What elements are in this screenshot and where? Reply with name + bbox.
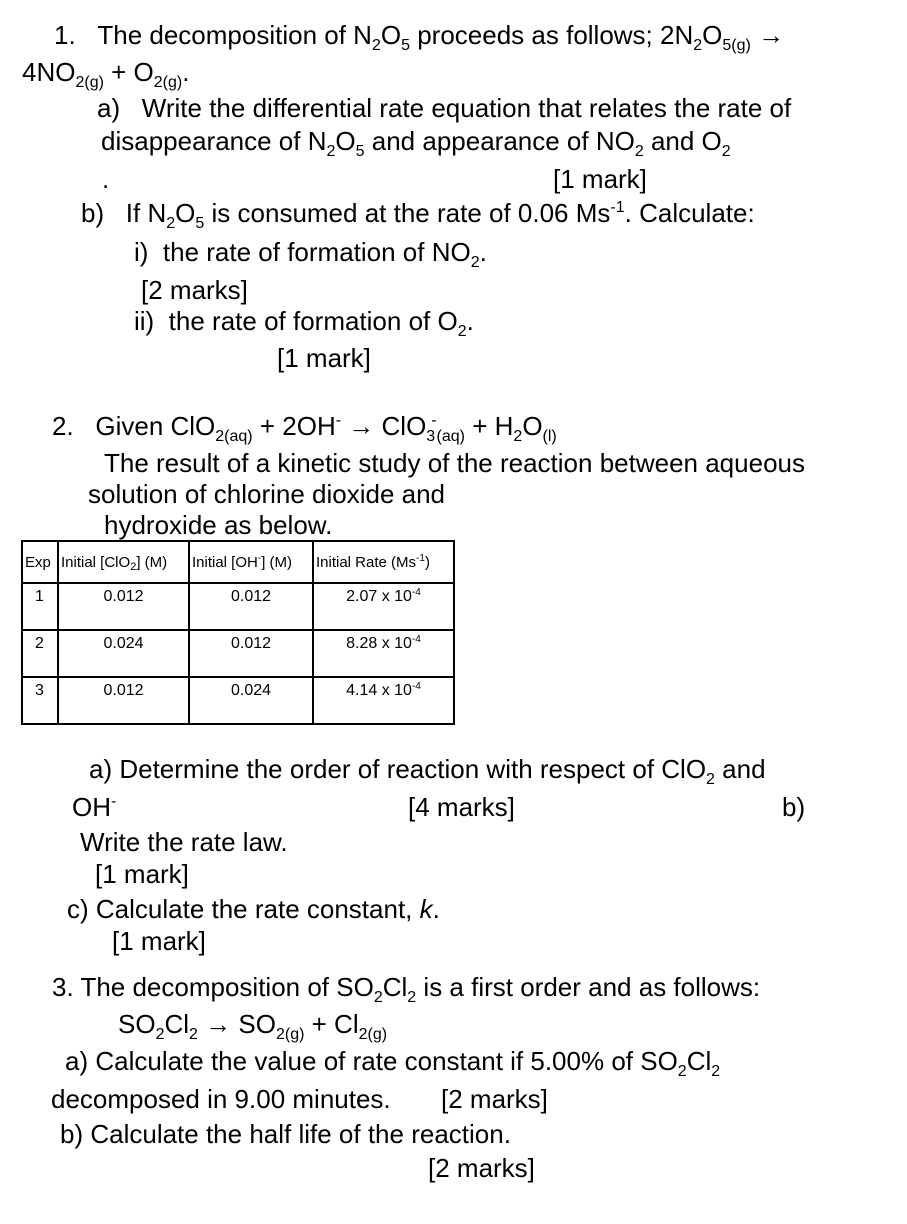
q1bi-line: i) the rate of formation of $NO_2$. <box>134 237 487 271</box>
cell-oh: 0.024 <box>189 677 313 724</box>
q3-equation: $SO_2Cl_2 \to SO_{2(g)} + Cl_{2(g)}$ <box>118 1009 388 1043</box>
q2b-text: Write the rate law. <box>80 827 288 857</box>
q2-intro-line1: The result of a kinetic study of the reaction between aqueous <box>104 448 805 478</box>
cell-rate: 8.28 x $10^{-4}$ <box>313 630 454 677</box>
q2a-oh: OH- <box>72 792 117 822</box>
cell-exp: 1 <box>22 583 58 630</box>
q1a-line1: a) Write the differential rate equation that relates the rate of <box>97 93 792 123</box>
q1-equation-products: $4NO_{2(g)} + O_{2(g)}$. <box>22 57 190 91</box>
q1b-line: b) If $N_2O_5$ is consumed at the rate of 0.06 $Ms^{-1}$. Calculate: <box>81 198 755 232</box>
cell-oh: 0.012 <box>189 630 313 677</box>
table-row <box>22 630 454 677</box>
q3b-marks: [2 marks] <box>428 1153 535 1183</box>
q2a-marks: [4 marks] <box>408 792 515 822</box>
q2-given-line: 2. Given $ClO_{2(aq)} + 2OH^- \to ClO_3^-_{(aq)} + H_2O_{(l)}$ <box>52 411 557 445</box>
table-row <box>22 677 454 724</box>
q3b-line: b) Calculate the half life of the reaction. <box>60 1119 511 1149</box>
cell-clo2: 0.024 <box>58 630 189 677</box>
kinetics-table <box>21 540 455 725</box>
q3a-marks: [2 marks] <box>441 1084 548 1114</box>
cell-rate: 2.07 x $10^{-4}$ <box>313 583 454 630</box>
header-oh: Initial [OH-] (M) <box>189 541 313 583</box>
q3a-line1: a) Calculate the value of rate constant if 5.00% of $SO_2Cl_2$ <box>65 1046 721 1080</box>
q1a-marks: [1 mark] <box>553 164 647 194</box>
q1bi-marks: [2 marks] <box>141 275 248 305</box>
q3-stem-line: 3. The decomposition of $SO_2Cl_2$ is a first order and as follows: <box>52 972 761 1006</box>
q1a-line2: disappearance of $N_2O_5$ and appearance of $NO_2$ and $O_2$ <box>101 126 731 160</box>
cell-rate: 4.14 x $10^{-4}$ <box>313 677 454 724</box>
q2-intro-line3: hydroxide as below. <box>104 510 333 540</box>
q2c-line: c) Calculate the rate constant, k. <box>67 894 440 924</box>
q2a-line: a) Determine the order of reaction with respect of ClO$_2$ and <box>89 754 766 788</box>
header-clo2: Initial [ClO$_2$] (M) <box>58 541 189 583</box>
q1a-dot: . <box>102 164 110 194</box>
q2b-label: b) <box>782 792 806 822</box>
header-rate: Initial Rate $(Ms^{-1})$ <box>313 541 454 583</box>
cell-clo2: 0.012 <box>58 583 189 630</box>
table-row <box>22 583 454 630</box>
q2-intro-line2: solution of chlorine dioxide and <box>88 479 446 509</box>
cell-clo2: 0.012 <box>58 677 189 724</box>
cell-exp: 2 <box>22 630 58 677</box>
q2b-marks: [1 mark] <box>95 859 189 889</box>
q1bii-marks: [1 mark] <box>277 343 371 373</box>
cell-exp: 3 <box>22 677 58 724</box>
table-header-row <box>22 541 454 583</box>
header-exp: Exp <box>22 541 58 583</box>
q3a-line2: decomposed in 9.00 minutes. <box>51 1084 391 1114</box>
q1-stem-line: 1. The decomposition of $N_2O_5$ proceeds as follows; $2N_2O_{5(g)}$ → <box>54 20 785 54</box>
q2c-marks: [1 mark] <box>112 926 206 956</box>
cell-oh: 0.012 <box>189 583 313 630</box>
q1bii-line: ii) the rate of formation of $O_2$. <box>134 306 474 340</box>
